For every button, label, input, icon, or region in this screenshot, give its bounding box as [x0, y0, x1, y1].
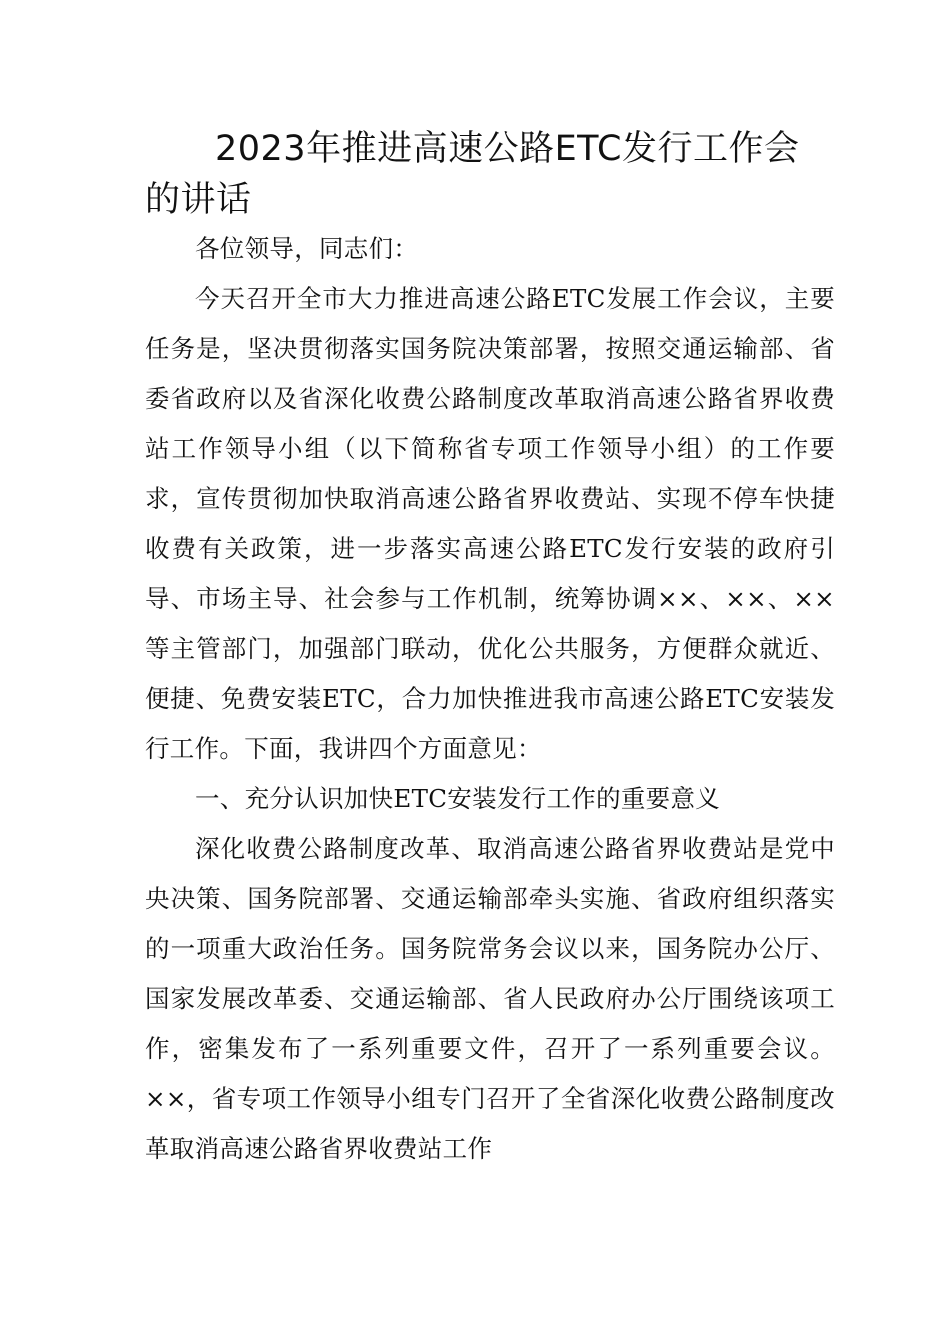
salutation: 各位领导，同志们：: [195, 234, 419, 263]
paragraph-intro: 今天召开全市大力推进高速公路ETC发展工作会议，主要任务是，坚决贯彻落实国务院决策部署，按照交通运输部、省委省政府以及省深化收费公路制度改革取消高速公路省界收费站工作领导小组（以下简称省专项工作领导小组）的工作要求，宣传贯彻加快取消高速公路省界收费站、实现不停车快捷收费有关政策，进一步落实高速公路ETC发行安装的政府引导、市场主导、社会参与工作机制，统筹协调××、××、××等主管部门，加强部门联动，优化公共服务，方便群众就近、便捷、免费安装ETC，合力加快推进我市高速公路ETC安装发行工作。下面，我讲四个方面意见：: [145, 284, 835, 763]
document-body: [145, 224, 835, 1174]
section-heading-1: 一、充分认识加快ETC安装发行工作的重要意义: [195, 784, 721, 813]
paragraph-section-1: 深化收费公路制度改革、取消高速公路省界收费站是党中央决策、国务院部署、交通运输部牵头实施、省政府组织落实的一项重大政治任务。国务院常务会议以来，国务院办公厅、国家发展改革委、交通运输部、省人民政府办公厅围绕该项工作，密集发布了一系列重要文件，召开了一系列重要会议。××，省专项工作领导小组专门召开了全省深化收费公路制度改革取消高速公路省界收费站工作: [145, 834, 835, 1163]
document-title: 2023年推进高速公路ETC发行工作会的讲话: [145, 129, 800, 220]
